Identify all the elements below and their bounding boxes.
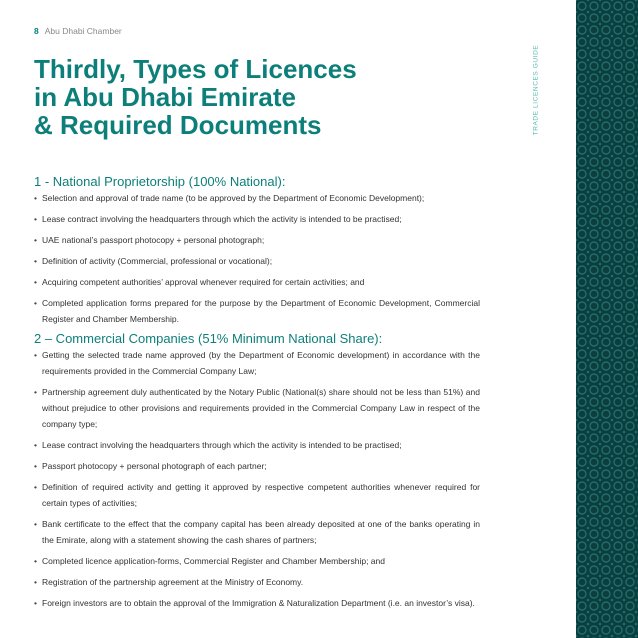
list-item: • Getting the selected trade name approved (by the Department of Economic development) in accordance with the requirements provided in the Commercial Company Law; bbox=[34, 347, 480, 379]
section-heading-national-proprietorship: 1 - National Proprietorship (100% National): bbox=[34, 174, 286, 189]
list-item: • Selection and approval of trade name (to be approved by the Department of Economic Development); bbox=[34, 190, 480, 206]
list-item: • Acquiring competent authorities’ approval whenever required for certain activities; and bbox=[34, 274, 480, 290]
page-number: 8 bbox=[34, 26, 39, 36]
list-item: • Completed application forms prepared for the purpose by the Department of Economic Development, Commercial Register and Chamber Membership. bbox=[34, 295, 480, 327]
title-line: Thirdly, Types of Licences bbox=[34, 54, 357, 84]
title-line: in Abu Dhabi Emirate bbox=[34, 82, 296, 112]
list-item: • UAE national’s passport photocopy + personal photograph; bbox=[34, 232, 480, 248]
decorative-pattern-band bbox=[576, 0, 638, 638]
list-item: • Lease contract involving the headquarters through which the activity is intended to be practised; bbox=[34, 437, 480, 453]
list-item: • Completed licence application-forms, Commercial Register and Chamber Membership; and bbox=[34, 553, 480, 569]
publisher-name: Abu Dhabi Chamber bbox=[44, 26, 122, 36]
section-heading-commercial-companies: 2 – Commercial Companies (51% Minimum National Share): bbox=[34, 331, 383, 346]
list-item: • Foreign investors are to obtain the approval of the Immigration & Naturalization Department (i.e. an investor’s visa). bbox=[34, 595, 480, 611]
list-item: • Definition of activity (Commercial, professional or vocational); bbox=[34, 253, 480, 269]
list-item: • Passport photocopy + personal photograph of each partner; bbox=[34, 458, 480, 474]
national-proprietorship-list bbox=[34, 190, 480, 332]
title-line: & Required Documents bbox=[34, 110, 322, 140]
list-item: • Bank certificate to the effect that the company capital has been already deposited at one of the banks operating in the Emirate, along with a statement showing the cash shares of partners; bbox=[34, 516, 480, 548]
commercial-companies-list bbox=[34, 347, 480, 616]
side-running-title bbox=[529, 30, 543, 150]
page-title bbox=[34, 55, 504, 139]
list-item: • Lease contract involving the headquarters through which the activity is intended to be practised; bbox=[34, 211, 480, 227]
side-running-title-text: TRADE LICENCES GUIDE bbox=[532, 44, 540, 136]
list-item: • Registration of the partnership agreement at the Ministry of Economy. bbox=[34, 574, 480, 590]
list-item: • Partnership agreement duly authenticated by the Notary Public (National(s) share should not be less than 51%) and without prejudice to other provisions and requirements provided in the Commercial Company Law in respect of the company type; bbox=[34, 384, 480, 432]
page-header bbox=[34, 26, 122, 36]
list-item: • Definition of required activity and getting it approved by respective competent authorities whenever required for certain types of activities; bbox=[34, 479, 480, 511]
geometric-pattern-icon bbox=[576, 0, 638, 638]
